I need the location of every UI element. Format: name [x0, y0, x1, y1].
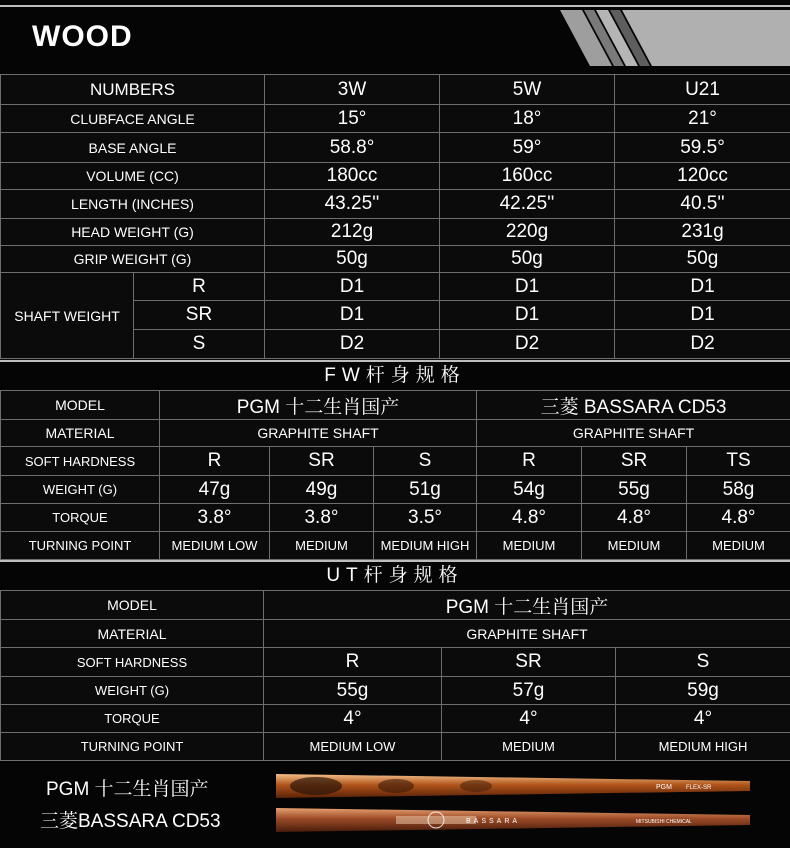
table-cell: 4.8° — [477, 504, 582, 532]
table-cell: 4° — [616, 705, 790, 733]
table-cell: 21° — [615, 105, 790, 133]
table-row — [1, 705, 790, 733]
row-label: TORQUE — [1, 705, 264, 733]
wood-spec-table — [0, 74, 790, 359]
table-cell: 43.25'' — [265, 190, 440, 219]
table-row — [1, 504, 790, 532]
table-cell: 4.8° — [687, 504, 790, 532]
table-cell: 3.5° — [374, 504, 477, 532]
table-cell: D2 — [440, 330, 615, 359]
table-cell: 15° — [265, 105, 440, 133]
table-cell: 59° — [440, 133, 615, 163]
table-cell: MEDIUM — [270, 532, 374, 560]
ut-section-title: UT杆身规格 — [0, 560, 790, 590]
row-label: GRIP WEIGHT (G) — [1, 246, 265, 273]
table-cell: 58.8° — [265, 133, 440, 163]
pgm-flex-print: FLEX-SR — [686, 785, 712, 791]
table-cell: 59g — [616, 677, 790, 705]
shaft-weight-label: SHAFT WEIGHT — [1, 273, 134, 359]
table-row — [1, 219, 790, 246]
row-label: TURNING POINT — [1, 532, 160, 560]
table-row — [1, 591, 790, 620]
table-cell: SR — [582, 447, 687, 476]
table-cell: 220g — [440, 219, 615, 246]
table-cell: SR — [270, 447, 374, 476]
table-row — [1, 733, 790, 761]
table-cell: 55g — [582, 476, 687, 504]
table-cell: D1 — [265, 273, 440, 301]
row-label: TORQUE — [1, 504, 160, 532]
numbers-label: NUMBERS — [1, 75, 265, 105]
column-5w: 5W — [440, 75, 615, 105]
table-cell: 59.5° — [615, 133, 790, 163]
pgm-shaft-image — [276, 773, 750, 799]
model-pgm: PGM 十二生肖国产 — [160, 391, 477, 420]
table-cell: GRAPHITE SHAFT — [477, 420, 790, 447]
table-row — [1, 677, 790, 705]
table-cell: 40.5'' — [615, 190, 790, 219]
row-label: CLUBFACE ANGLE — [1, 105, 265, 133]
row-label: VOLUME (CC) — [1, 163, 265, 190]
table-row — [1, 391, 790, 420]
table-cell: 57g — [442, 677, 616, 705]
header-rule — [0, 5, 790, 7]
table-cell: SR — [442, 648, 616, 677]
table-cell: 231g — [615, 219, 790, 246]
table-row — [1, 190, 790, 219]
page-title: WOOD — [32, 20, 133, 53]
table-cell: 58g — [687, 476, 790, 504]
table-cell: MEDIUM LOW — [264, 733, 442, 761]
table-cell: R — [264, 648, 442, 677]
table-cell: S — [616, 648, 790, 677]
row-label: SOFT HARDNESS — [1, 648, 264, 677]
wood-header-row — [1, 75, 790, 105]
table-cell: TS — [687, 447, 790, 476]
table-cell: 50g — [440, 246, 615, 273]
table-cell: 160cc — [440, 163, 615, 190]
table-cell: 120cc — [615, 163, 790, 190]
table-row — [1, 163, 790, 190]
table-cell: MEDIUM — [477, 532, 582, 560]
table-cell: MEDIUM LOW — [160, 532, 270, 560]
pgm-shaft-name: PGM 十二生肖国产 — [46, 779, 209, 800]
row-label: TURNING POINT — [1, 733, 264, 761]
table-cell: D1 — [615, 273, 790, 301]
model-bassara: 三菱 BASSARA CD53 — [477, 391, 790, 420]
table-cell: 51g — [374, 476, 477, 504]
table-cell: R — [477, 447, 582, 476]
table-row — [1, 476, 790, 504]
row-label: WEIGHT (G) — [1, 476, 160, 504]
table-cell: GRAPHITE SHAFT — [160, 420, 477, 447]
table-row — [1, 447, 790, 476]
row-label: WEIGHT (G) — [1, 677, 264, 705]
table-cell: 50g — [265, 246, 440, 273]
table-row — [1, 420, 790, 447]
fw-section-title: FW杆身规格 — [0, 360, 790, 390]
table-cell: D1 — [265, 301, 440, 330]
table-row — [1, 532, 790, 560]
ut-shaft-table — [0, 590, 790, 761]
bassara-shaft-image — [276, 807, 750, 833]
table-cell: R — [160, 447, 270, 476]
pgm-shaft-print: PGM — [656, 784, 672, 791]
row-label: MODEL — [1, 391, 160, 420]
table-row — [1, 620, 790, 648]
table-cell: MEDIUM — [442, 733, 616, 761]
table-cell: 4° — [442, 705, 616, 733]
table-cell: D1 — [615, 301, 790, 330]
row-label: BASE ANGLE — [1, 133, 265, 163]
table-cell: 212g — [265, 219, 440, 246]
table-cell: D1 — [440, 301, 615, 330]
column-3w: 3W — [265, 75, 440, 105]
table-row — [1, 105, 790, 133]
table-cell: 50g — [615, 246, 790, 273]
row-label: LENGTH (INCHES) — [1, 190, 265, 219]
bassara-shaft-print: BASSARA — [466, 818, 521, 825]
table-row — [1, 246, 790, 273]
table-cell: D2 — [265, 330, 440, 359]
header-bar — [0, 0, 790, 74]
table-cell: 49g — [270, 476, 374, 504]
flex-label: R — [134, 273, 265, 301]
row-label: SOFT HARDNESS — [1, 447, 160, 476]
row-label: MATERIAL — [1, 620, 264, 648]
table-cell: D1 — [440, 273, 615, 301]
table-cell: MEDIUM — [582, 532, 687, 560]
flex-label: SR — [134, 301, 265, 330]
table-cell: 3.8° — [270, 504, 374, 532]
fw-shaft-table — [0, 390, 790, 560]
table-cell: 4° — [264, 705, 442, 733]
table-cell: 4.8° — [582, 504, 687, 532]
table-cell: 47g — [160, 476, 270, 504]
table-cell: MEDIUM HIGH — [374, 532, 477, 560]
row-label: HEAD WEIGHT (G) — [1, 219, 265, 246]
table-cell: MEDIUM — [687, 532, 790, 560]
table-cell: S — [374, 447, 477, 476]
table-cell: 18° — [440, 105, 615, 133]
table-row — [1, 648, 790, 677]
table-cell: 55g — [264, 677, 442, 705]
shaft-weight-row — [1, 273, 790, 301]
table-cell: 42.25'' — [440, 190, 615, 219]
row-label: MODEL — [1, 591, 264, 620]
model-pgm: PGM 十二生肖国产 — [264, 591, 790, 620]
flex-label: S — [134, 330, 265, 359]
table-row — [1, 133, 790, 163]
column-u21: U21 — [615, 75, 790, 105]
mitsubishi-print: MITSUBISHI CHEMICAL — [636, 819, 692, 825]
table-cell: 54g — [477, 476, 582, 504]
table-cell: 3.8° — [160, 504, 270, 532]
table-cell: GRAPHITE SHAFT — [264, 620, 790, 648]
shaft-footer — [0, 761, 790, 848]
stripe-decoration-icon — [560, 8, 790, 70]
row-label: MATERIAL — [1, 420, 160, 447]
bassara-shaft-name: 三菱BASSARA CD53 — [40, 811, 221, 832]
table-cell: D2 — [615, 330, 790, 359]
table-cell: MEDIUM HIGH — [616, 733, 790, 761]
table-cell: 180cc — [265, 163, 440, 190]
